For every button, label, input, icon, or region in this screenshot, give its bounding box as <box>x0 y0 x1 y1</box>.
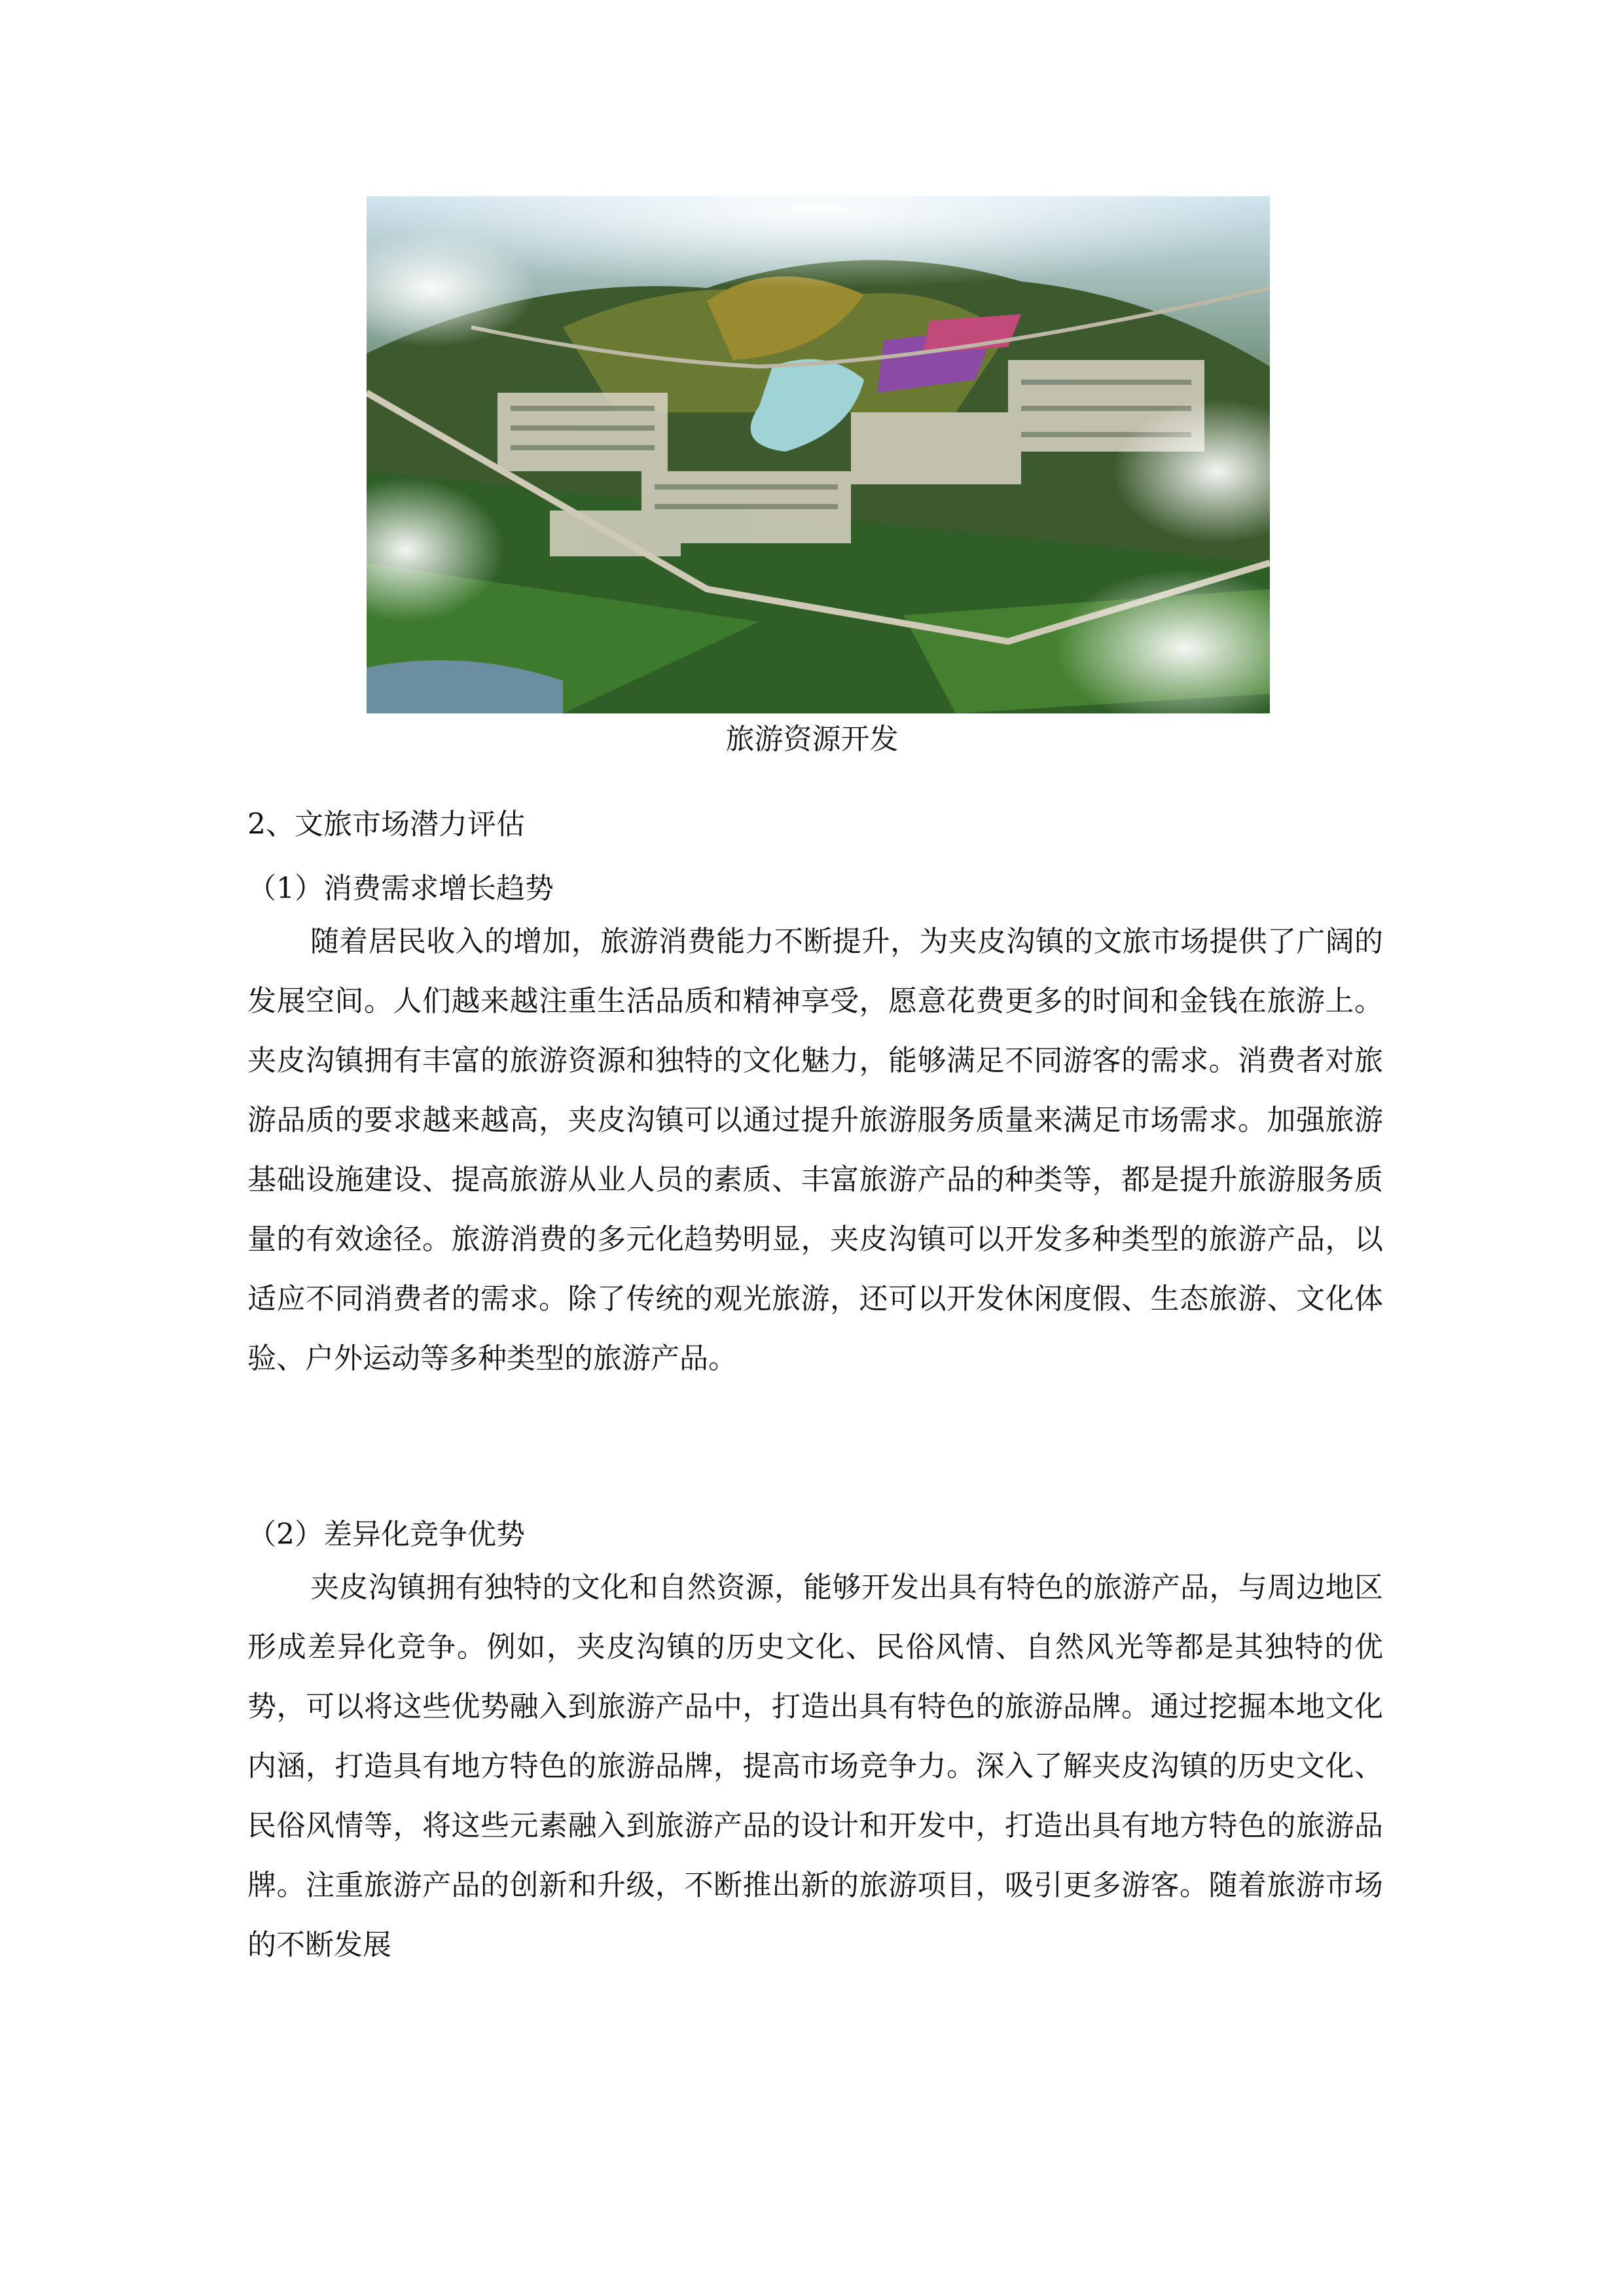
paragraph-1: 随着居民收入的增加，旅游消费能力不断提升，为夹皮沟镇的文旅市场提供了广阔的发展空间。人们越来越注重生活品质和精神享受，愿意花费更多的时间和金钱在旅游上。夹皮沟镇拥有丰富的旅游资源和独特的文化魅力，能够满足不同游客的需求。消费者对旅游品质的要求越来越高，夹皮沟镇可以通过提升旅游服务质量来满足市场需求。加强旅游基础设施建设、提高旅游从业人员的素质、丰富旅游产品的种类等，都是提升旅游服务质量的有效途径。旅游消费的多元化趋势明显，夹皮沟镇可以开发多种类型的旅游产品，以适应不同消费者的需求。除了传统的观光旅游，还可以开发休闲度假、生态旅游、文化体验、户外运动等多种类型的旅游产品。 <box>247 925 1383 1375</box>
aerial-planning-render-image <box>367 196 1270 713</box>
paragraph-2: 夹皮沟镇拥有独特的文化和自然资源，能够开发出具有特色的旅游产品，与周边地区形成差异化竞争。例如，夹皮沟镇的历史文化、民俗风情、自然风光等都是其独特的优势，可以将这些优势融入到旅游产品中，打造出具有特色的旅游品牌。通过挖掘本地文化内涵，打造具有地方特色的旅游品牌，提高市场竞争力。深入了解夹皮沟镇的历史文化、民俗风情等，将这些元素融入到旅游产品的设计和开发中，打造出具有地方特色的旅游品牌。注重旅游产品的创新和升级，不断推出新的旅游项目，吸引更多游客。随着旅游市场的不断发展 <box>247 1571 1383 1962</box>
section-heading: 2、文旅市场潜力评估 <box>247 808 525 841</box>
subsection-heading-1: （1）消费需求增长趋势 <box>247 872 554 905</box>
subsection-heading-2: （2）差异化竞争优势 <box>247 1518 525 1551</box>
figure-caption: 旅游资源开发 <box>725 723 899 756</box>
